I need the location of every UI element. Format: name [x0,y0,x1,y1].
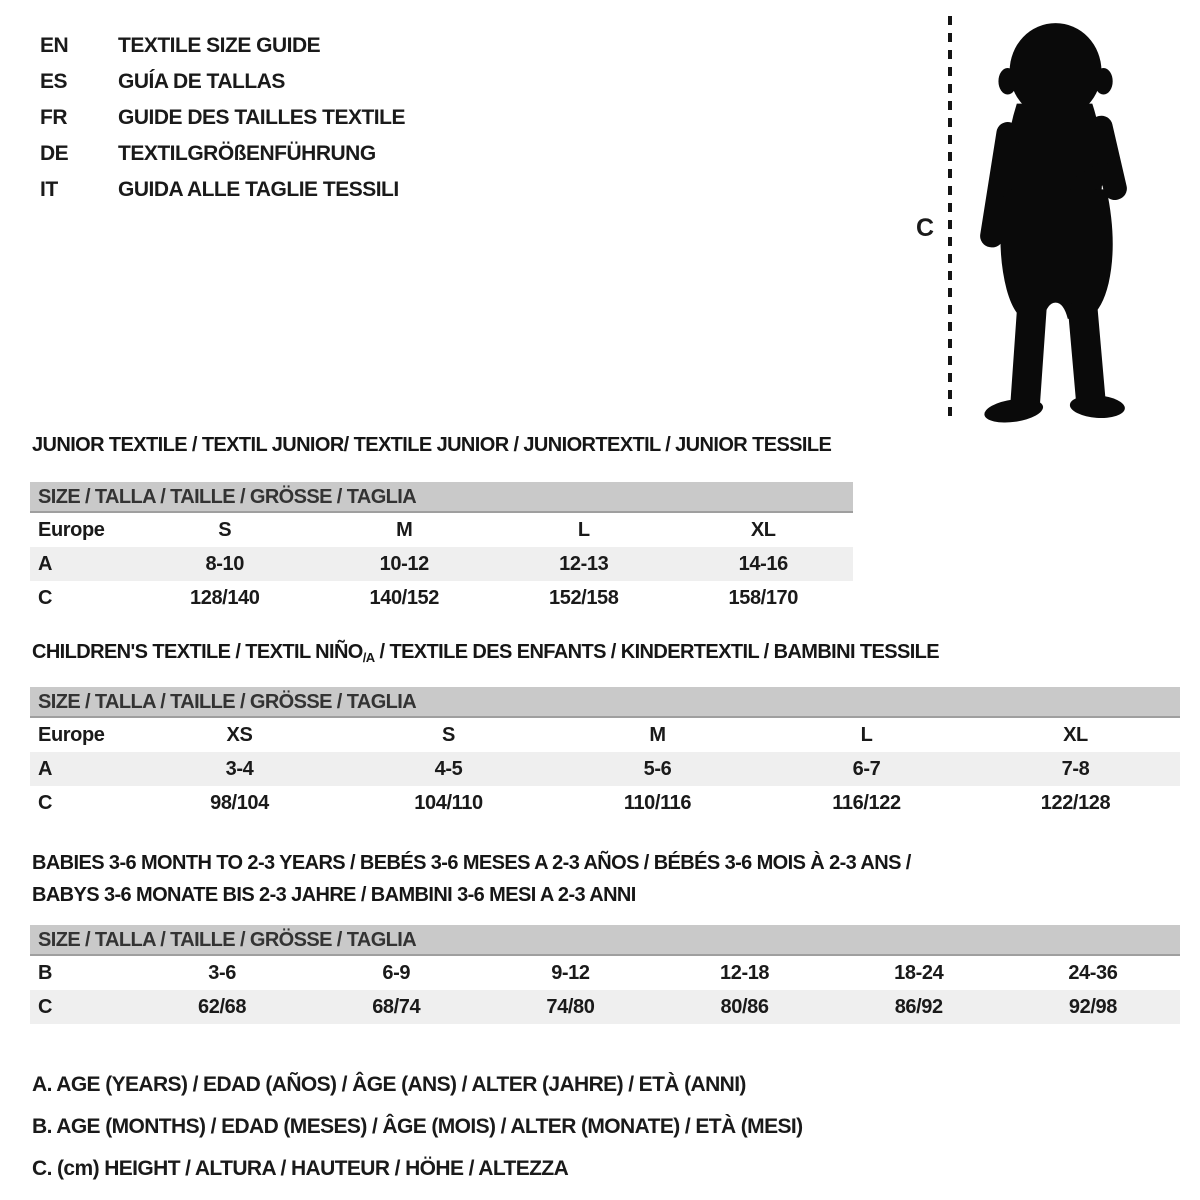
age-cell: 3-4 [225,757,254,780]
months-cell: 24-36 [1068,961,1118,984]
size-cell: XS [226,723,253,746]
height-cell: 98/104 [210,791,269,814]
size-cell: XL [1063,723,1088,746]
language-code: FR [40,106,67,129]
height-measure-figure [905,10,1145,430]
height-measure-dashed-line [948,16,952,422]
height-cell: 86/92 [894,995,943,1018]
junior-age-row [30,547,853,581]
babies-height-row [30,990,1180,1024]
children-heading-main: CHILDREN'S TEXTILE / TEXTIL NIÑO [32,641,363,663]
language-row-it [40,172,405,208]
babies-size-table [30,925,1180,1024]
age-cell: 12-13 [559,552,609,575]
language-row-de [40,136,405,172]
height-cell: 116/122 [832,791,901,814]
language-title: TEXTILGRÖßENFÜHRUNG [118,142,376,165]
row-label: C [38,791,53,814]
junior-size-header: SIZE / TALLA / TAILLE / GRÖSSE / TAGLIA [30,482,853,513]
language-title: GUÍA DE TALLAS [118,70,285,93]
height-cell: 152/158 [549,586,619,609]
language-code: DE [40,142,69,165]
language-code: IT [40,178,58,201]
row-label: A [38,757,53,780]
legend-line-b: B. AGE (MONTHS) / EDAD (MESES) / ÂGE (MOIS) / ALTER (MONATE) / ETÀ (MESI) [32,1115,803,1138]
language-row-en [40,28,405,64]
height-cell: 68/74 [372,995,421,1018]
language-title: GUIDE DES TAILLES TEXTILE [118,106,405,129]
age-cell: 8-10 [205,552,244,575]
language-title: GUIDA ALLE TAGLIE TESSILI [118,178,399,201]
junior-europe-row [30,513,853,547]
age-cell: 5-6 [643,757,672,780]
height-cell: 110/116 [623,791,692,814]
height-cell: 80/86 [720,995,769,1018]
size-cell: M [396,518,413,541]
children-heading-subscript: /A [362,650,375,665]
measurement-legend [32,1064,803,1190]
language-code: ES [40,70,68,93]
children-heading-rest: / TEXTILE DES ENFANTS / KINDERTEXTIL / BAMBINI TESSILE [374,641,940,663]
junior-size-table [30,482,853,615]
babies-heading-line-2: BABYS 3-6 MONATE BIS 2-3 JAHRE / BAMBINI 3-6 MESI A 2-3 ANNI [32,884,636,906]
junior-section-heading: JUNIOR TEXTILE / TEXTIL JUNIOR/ TEXTILE JUNIOR / JUNIORTEXTIL / JUNIOR TESSILE [32,434,832,456]
size-cell: L [577,518,590,541]
babies-heading-line-1: BABIES 3-6 MONTH TO 2-3 YEARS / BEBÉS 3-6 MESES A 2-3 AÑOS / BÉBÉS 3-6 MOIS À 2-3 ANS / [32,852,911,874]
children-height-row [30,786,1180,820]
age-cell: 10-12 [379,552,429,575]
legend-line-a: A. AGE (YEARS) / EDAD (AÑOS) / ÂGE (ANS) / ALTER (JAHRE) / ETÀ (ANNI) [32,1073,746,1096]
children-age-row [30,752,1180,786]
months-cell: 12-18 [720,961,770,984]
size-cell: S [442,723,455,746]
height-cell: 122/128 [1040,791,1111,814]
row-label: A [38,552,53,575]
language-code: EN [40,34,69,57]
height-cell: 74/80 [546,995,595,1018]
height-measure-label: C [916,214,934,242]
height-cell: 158/170 [728,586,798,609]
months-cell: 6-9 [382,961,411,984]
size-cell: S [218,518,232,541]
children-size-header: SIZE / TALLA / TAILLE / GRÖSSE / TAGLIA [30,687,1180,718]
height-cell: 62/68 [198,995,247,1018]
babies-size-header: SIZE / TALLA / TAILLE / GRÖSSE / TAGLIA [30,925,1180,956]
language-title: TEXTILE SIZE GUIDE [118,34,321,57]
language-title-list [40,28,405,208]
size-cell: L [860,723,873,746]
row-label: C [38,586,53,609]
size-cell: XL [750,518,776,541]
toddler-silhouette-icon [965,18,1140,426]
language-row-fr [40,100,405,136]
height-cell: 104/110 [414,791,483,814]
height-cell: 140/152 [369,586,439,609]
row-label: B [38,961,53,984]
row-label: Europe [38,723,105,746]
legend-line-c: C. (cm) HEIGHT / ALTURA / HAUTEUR / HÖHE / ALTEZZA [32,1157,569,1180]
months-cell: 18-24 [894,961,944,984]
age-cell: 4-5 [434,757,463,780]
babies-section-heading [32,847,911,911]
row-label: Europe [38,518,105,541]
months-cell: 3-6 [208,961,236,984]
children-size-table [30,687,1180,820]
size-cell: M [649,723,666,746]
months-cell: 9-12 [551,961,590,984]
row-label: C [38,995,53,1018]
age-cell: 14-16 [738,552,788,575]
language-row-es [40,64,405,100]
children-section-heading [32,641,939,665]
babies-months-row [30,956,1180,990]
age-cell: 6-7 [852,757,881,780]
children-europe-row [30,718,1180,752]
height-cell: 128/140 [190,586,260,609]
age-cell: 7-8 [1061,757,1090,780]
junior-height-row [30,581,853,615]
height-cell: 92/98 [1068,995,1117,1018]
